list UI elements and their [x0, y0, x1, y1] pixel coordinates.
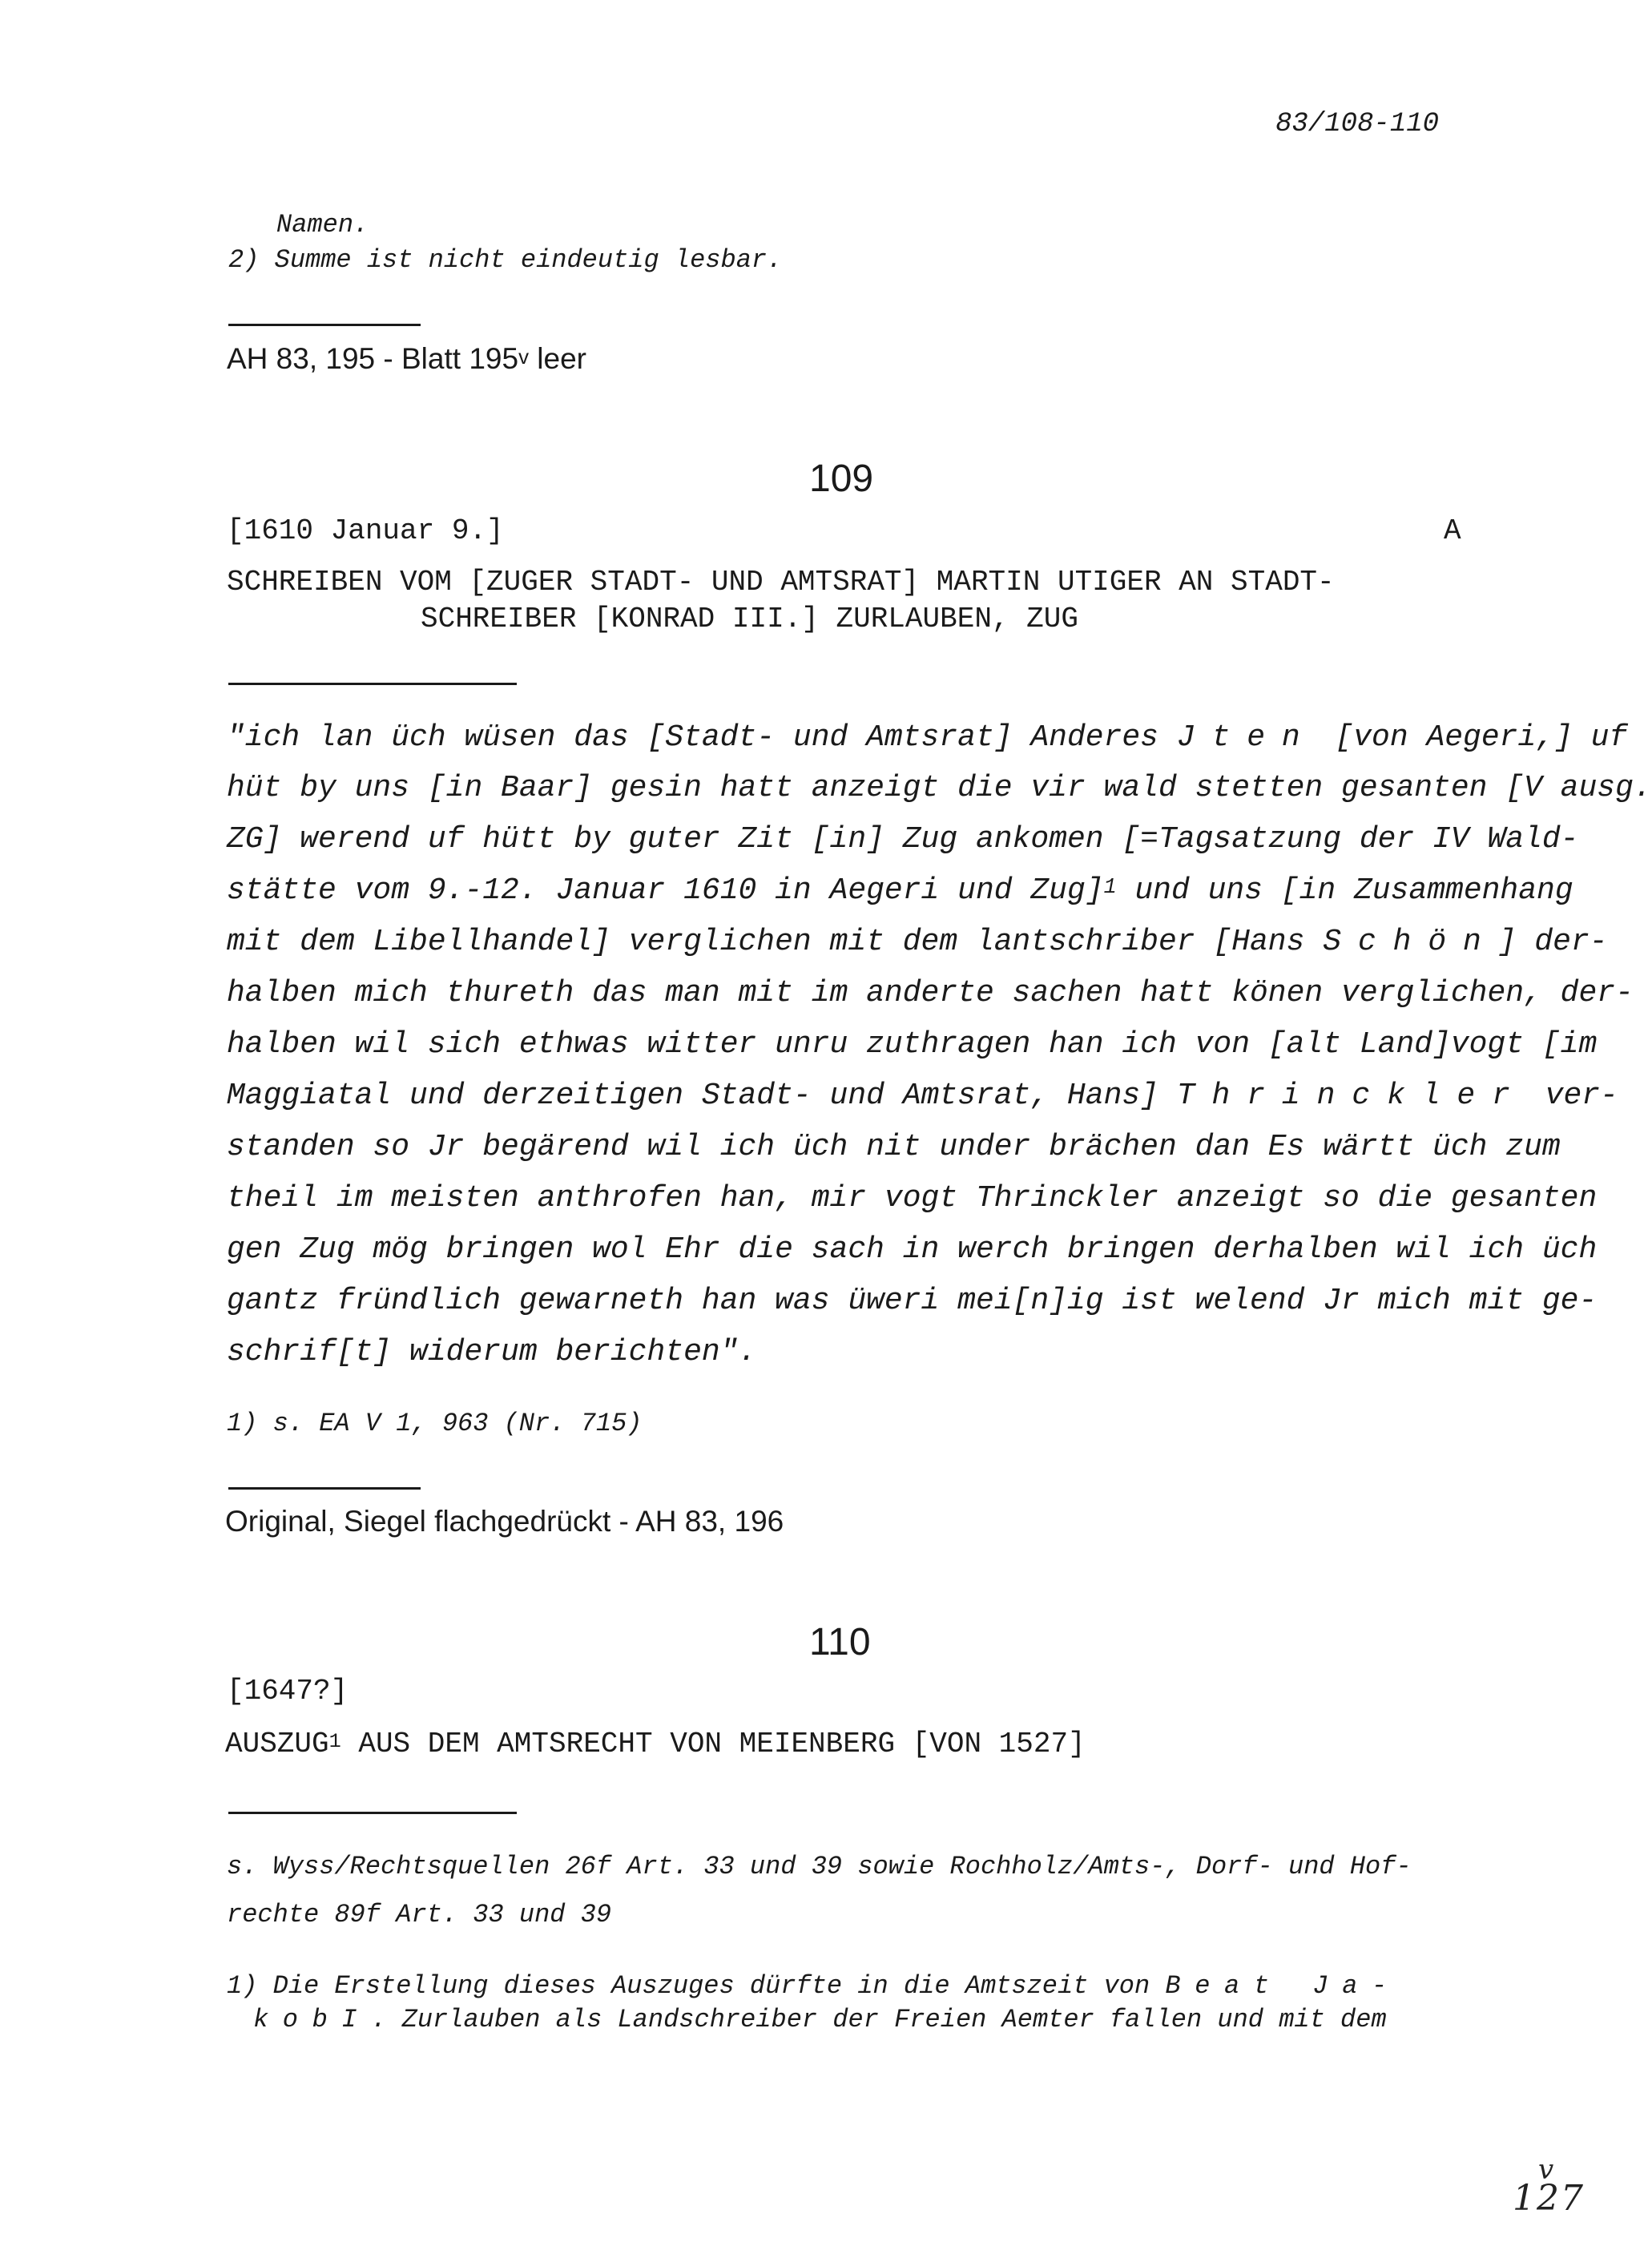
- body-line: stätte vom 9.-12. Januar 1610 in Aegeri und Zug]$^1$ und uns [in Zusammenhang: [227, 873, 1573, 908]
- document-date: [1647?]: [227, 1675, 349, 1708]
- body-line: theil im meisten anthrofen han, mir vogt Thrinckler anzeigt so die gesanten: [227, 1181, 1598, 1216]
- footnote-2: 2) Summe ist nicht eindeutig lesbar.: [228, 245, 783, 275]
- document-marker: A: [1444, 514, 1461, 547]
- archive-reference-195: [227, 342, 586, 376]
- document-number-110: 110: [809, 1621, 871, 1663]
- footnote-110-line-2: kobI. Zurlauben als Landschreiber der Freien Aemter fallen und mit dem: [253, 2005, 1387, 2034]
- page-reference: 83/108-110: [1275, 109, 1440, 139]
- literature-reference-line-1: s. Wyss/Rechtsquellen 26f Art. 33 und 39 sowie Rochholz/Amts-, Dorf- und Hof-: [227, 1852, 1412, 1881]
- separator-rule: [228, 1487, 421, 1490]
- handwritten-page-number: 127: [1513, 2178, 1585, 2219]
- body-line: schrif[t] widerum berichten".: [227, 1335, 757, 1369]
- footnote-marker: 1: [1103, 875, 1117, 900]
- document-title: AUSZUG$^1$ AUS DEM AMTSRECHT VON MEIENBERG [VON 1527]: [225, 1728, 1086, 1760]
- verso-superscript: v: [518, 345, 530, 369]
- archive-reference-tail: leer: [529, 342, 586, 375]
- footnote-marker: 1: [328, 1729, 341, 1753]
- body-line: Maggiatal und derzeitigen Stadt- und Amtsrat, Hans] Thrinckler ver-: [227, 1079, 1618, 1113]
- body-line: "ich lan üch wüsen das [Stadt- und Amtsrat] Anderes Jten [von Aegeri,] uf: [227, 720, 1628, 755]
- spaced-name: kobI: [253, 2005, 372, 2034]
- handwritten-tick: v: [1538, 2154, 1554, 2186]
- document-title-line-2: SCHREIBER [KONRAD III.] ZURLAUBEN, ZUG: [421, 603, 1078, 635]
- document-title-line-1: SCHREIBEN VOM [ZUGER STADT- UND AMTSRAT] MARTIN UTIGER AN STADT-: [227, 566, 1335, 599]
- spaced-name: Thrinckler: [1176, 1079, 1527, 1113]
- spaced-name: Beat Ja-: [1165, 1971, 1401, 2001]
- source-reference-109: Original, Siegel flachgedrückt - AH 83, 196: [225, 1505, 784, 1538]
- separator-rule: [228, 683, 517, 685]
- separator-rule: [228, 1812, 517, 1814]
- body-line: gantz fründlich gewarneth han was üweri mei[n]ig ist welend Jr mich mit ge-: [227, 1284, 1598, 1318]
- spaced-name: Schön: [1323, 925, 1498, 959]
- body-line: halben mich thureth das man mit im anderte sachen hatt könen verglichen, der-: [227, 976, 1634, 1010]
- body-line: gen Zug mög bringen wol Ehr die sach in werch bringen derhalben wil ich üch: [227, 1232, 1598, 1267]
- body-line: halben wil sich ethwas witter unru zuthragen han ich von [alt Land]vogt [im: [227, 1027, 1598, 1062]
- body-line: ZG] werend uf hütt by guter Zit [in] Zug ankomen [=Tagsatzung der IV Wald-: [227, 822, 1579, 857]
- footnote-110-line-1: 1) Die Erstellung dieses Auszuges dürfte in die Amtszeit von Beat Ja-: [227, 1971, 1401, 2001]
- spaced-name: Jten: [1176, 720, 1317, 755]
- separator-rule: [228, 324, 421, 326]
- literature-reference-line-2: rechte 89f Art. 33 und 39: [227, 1900, 612, 1929]
- archive-reference-text: AH 83, 195 - Blatt 195: [227, 342, 519, 375]
- body-line: hüt by uns [in Baar] gesin hatt anzeigt die vir wald stetten gesanten [V ausg.: [227, 771, 1652, 805]
- document-number-109: 109: [809, 458, 874, 500]
- body-line: standen so Jr begärend wil ich üch nit under brächen dan Es wärtt üch zum: [227, 1130, 1561, 1164]
- footnote-109: 1) s. EA V 1, 963 (Nr. 715): [227, 1409, 643, 1438]
- body-line: mit dem Libellhandel] verglichen mit dem lantschriber [Hans Schön] der-: [227, 925, 1608, 959]
- footnote-continuation: Namen.: [276, 210, 369, 240]
- document-date: [1610 Januar 9.]: [227, 514, 504, 547]
